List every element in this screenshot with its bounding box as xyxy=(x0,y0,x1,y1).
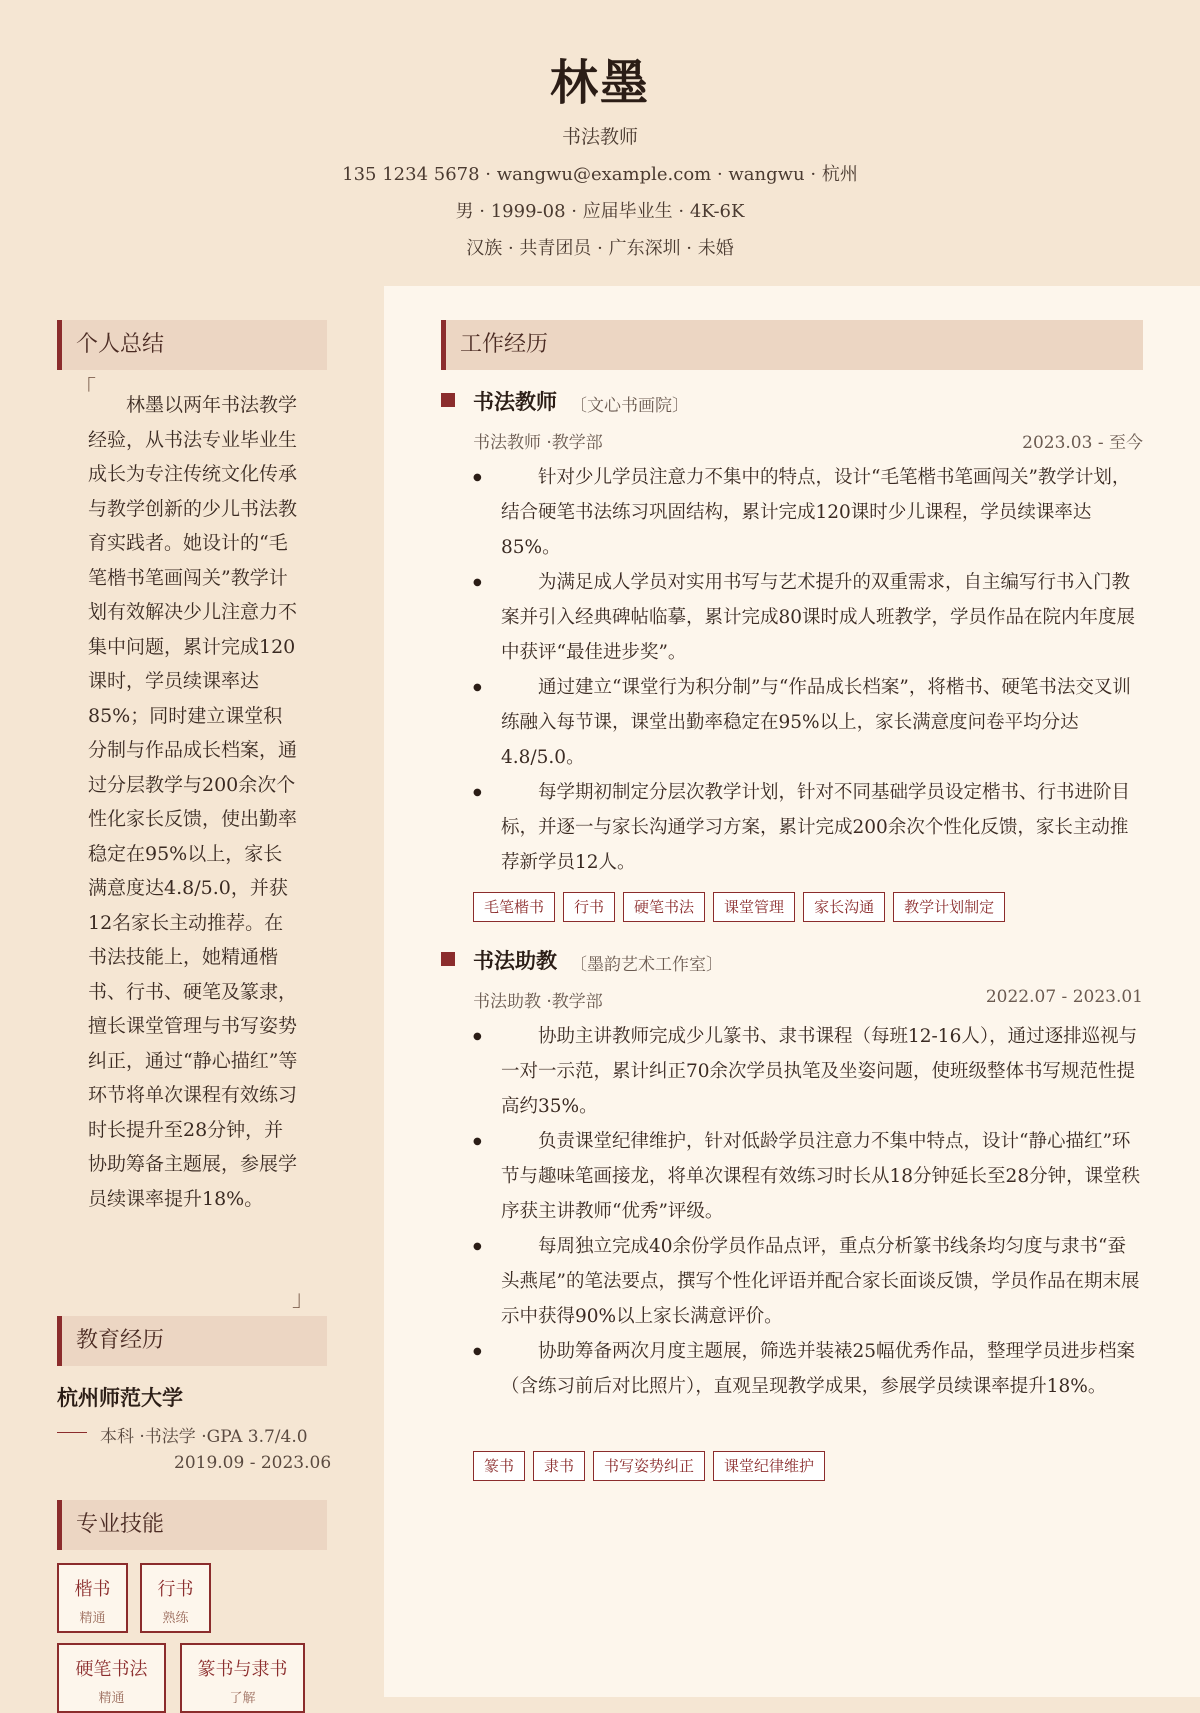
skill-name: 篆书与隶书 xyxy=(197,1659,288,1680)
skill-tag: 教学计划制定 xyxy=(893,892,1005,922)
skill-level: 精通 xyxy=(79,1611,106,1626)
education-heading: 教育经历 xyxy=(57,1316,327,1366)
work-heading: 工作经历 xyxy=(441,320,1143,370)
skill-tag: 课堂管理 xyxy=(713,892,795,922)
summary-heading: 个人总结 xyxy=(57,320,327,370)
skill-level: 精通 xyxy=(98,1691,125,1706)
education-divider xyxy=(57,1432,87,1433)
skill-tag: 家长沟通 xyxy=(803,892,885,922)
skill-card xyxy=(140,1563,211,1633)
skill-tag: 隶书 xyxy=(533,1451,585,1481)
job-marker xyxy=(441,952,455,966)
skill-level: 了解 xyxy=(229,1691,256,1706)
summary-text: 林墨以两年书法教学经验，从书法专业毕业生成长为专注传统文化传承与教学创新的少儿书法教育实践者。她设计的“毛笔楷书笔画闯关”教学计划有效解决少儿注意力不集中问题，累计完成120课时，学员续课率达85%；同时建立课堂积分制与作品成长档案，通过分层教学与200余次个性化家长反馈，使出勤率稳定在95%以上，家长满意度达4.8/5.0，并获12名家长主动推荐。在书法技能上，她精通楷书、行书、硬笔及篆隶，擅长课堂管理与书写姿势纠正，通过“静心描红”等环节将单次课程有效练习时长提升至28分钟，并协助筹备主题展，参展学员续课率提升18%。 xyxy=(88,394,298,1210)
candidate-name: 林墨 xyxy=(549,55,650,111)
job-department: 书法教师 ·教学部 xyxy=(473,433,603,453)
personal-info: 男 · 1999-08 · 应届毕业生 · 4K-6K xyxy=(455,201,745,222)
skill-card xyxy=(57,1563,128,1633)
job-company: 〔文心书画院〕 xyxy=(570,396,689,416)
skill-card xyxy=(180,1643,305,1713)
skill-tag: 课堂纪律维护 xyxy=(713,1451,825,1481)
education-meta: 本科 ·书法学 ·GPA 3.7/4.0 xyxy=(100,1427,308,1447)
job-department: 书法助教 ·教学部 xyxy=(473,992,603,1012)
skill-tag: 书写姿势纠正 xyxy=(593,1451,705,1481)
job-date: 2023.03 - 至今 xyxy=(1022,433,1143,453)
list-item: ● 针对少儿学员注意力不集中的特点，设计“毛笔楷书笔画闯关”教学计划，结合硬笔书法练习巩固结构，累计完成120课时少儿课程，学员续课率达85%。 xyxy=(501,460,1143,565)
job-tags xyxy=(473,892,1005,922)
skill-tag: 毛笔楷书 xyxy=(473,892,555,922)
list-item: ● 每周独立完成40余份学员作品点评，重点分析篆书线条均匀度与隶书“蚕头燕尾”的笔法要点，撰写个性化评语并配合家长面谈反馈，学员作品在期末展示中获得90%以上家长满意评价。 xyxy=(501,1229,1143,1334)
job-title: 书法教师 xyxy=(473,389,557,414)
job-company: 〔墨韵艺术工作室〕 xyxy=(570,955,723,975)
background-info: 汉族 · 共青团员 · 广东深圳 · 未婚 xyxy=(466,238,734,259)
skill-tag: 篆书 xyxy=(473,1451,525,1481)
job-title: 书法助教 xyxy=(473,948,557,973)
resume-header xyxy=(0,0,1200,286)
education-date: 2019.09 - 2023.06 xyxy=(174,1453,332,1473)
job-marker xyxy=(441,393,455,407)
close-corner-mark: 」 xyxy=(292,1287,315,1312)
skill-card xyxy=(57,1643,166,1713)
contact-info: 135 1234 5678 · wangwu@example.com · wangwu · 杭州 xyxy=(342,164,858,185)
open-corner-mark: 「 xyxy=(74,377,97,402)
skill-name: 行书 xyxy=(157,1579,194,1600)
skill-level: 熟练 xyxy=(162,1611,189,1626)
skills-heading: 专业技能 xyxy=(57,1500,327,1550)
list-item: ● 通过建立“课堂行为积分制”与“作品成长档案”，将楷书、硬笔书法交叉训练融入每节课，课堂出勤率稳定在95%以上，家长满意度问卷平均分达4.8/5.0。 xyxy=(501,670,1143,775)
job-bullets xyxy=(501,460,1143,880)
job-title: 书法教师 xyxy=(561,126,638,148)
skill-name: 楷书 xyxy=(74,1579,111,1600)
list-item: ● 负责课堂纪律维护，针对低龄学员注意力不集中特点，设计“静心描红”环节与趣味笔画接龙，将单次课程有效练习时长从18分钟延长至28分钟，课堂秩序获主讲教师“优秀”评级。 xyxy=(501,1124,1143,1229)
list-item: ● 为满足成人学员对实用书写与艺术提升的双重需求，自主编写行书入门教案并引入经典碑帖临摹，累计完成80课时成人班教学，学员作品在院内年度展中获评“最佳进步奖”。 xyxy=(501,565,1143,670)
job-date: 2022.07 - 2023.01 xyxy=(985,987,1143,1007)
skill-name: 硬笔书法 xyxy=(75,1659,148,1680)
skill-tag: 硬笔书法 xyxy=(623,892,705,922)
list-item: ● 协助主讲教师完成少儿篆书、隶书课程（每班12-16人），通过逐排巡视与一对一示范，累计纠正70余次学员执笔及坐姿问题，使班级整体书写规范性提高约35%。 xyxy=(501,1019,1143,1124)
job-bullets xyxy=(501,1019,1143,1404)
job-tags xyxy=(473,1451,825,1481)
list-item: ● 协助筹备两次月度主题展，筛选并装裱25幅优秀作品，整理学员进步档案（含练习前后对比照片），直观呈现教学成果，参展学员续课率提升18%。 xyxy=(501,1334,1143,1404)
list-item: ● 每学期初制定分层次教学计划，针对不同基础学员设定楷书、行书进阶目标，并逐一与家长沟通学习方案，累计完成200余次个性化反馈，家长主动推荐新学员12人。 xyxy=(501,775,1143,880)
education-school: 杭州师范大学 xyxy=(57,1385,183,1410)
skill-tag: 行书 xyxy=(563,892,615,922)
